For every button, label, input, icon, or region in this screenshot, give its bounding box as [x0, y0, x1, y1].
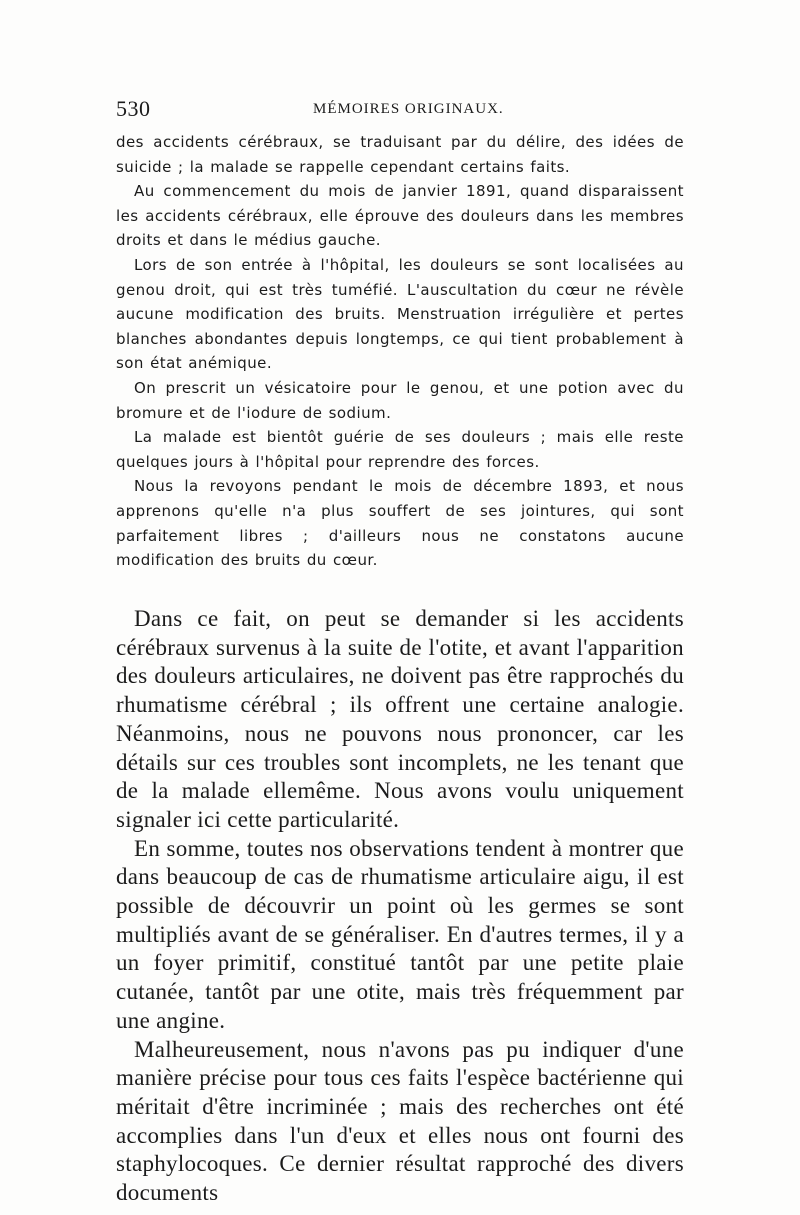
body-paragraph: Malheureusement, nous n'avons pas pu indiquer d'une manière précise pour tous ces faits l'espèce bactérienne qui méritait d'être incriminée ; mais des recherches ont été accomplies dans l'un d'eux et elles nous ont fourni des staphylocoques. Ce dernier résultat rapproché des divers documents [116, 1036, 684, 1206]
running-head: MÉMOIRES ORIGINAUX. [313, 101, 504, 117]
case-paragraph: La malade est bientôt guérie de ses douleurs ; mais elle reste quelques jours à l'hôpital pour reprendre des forces. [116, 428, 684, 471]
page-header [116, 96, 682, 120]
case-paragraph: Lors de son entrée à l'hôpital, les douleurs se sont localisées au genou droit, qui est très tuméfié. L'auscultation du cœur ne révèle aucune modification des bruits. Menstruation irrégulière et pertes blanches abondantes depuis longtemps, ce qui tient probablement à son état anémique. [116, 255, 684, 373]
case-paragraph: Nous la revoyons pendant le mois de décembre 1893, et nous apprenons qu'elle n'a plus souffert de ses jointures, qui sont parfaitement libres ; d'ailleurs nous ne constatons aucune modification des bruits du cœur. [116, 477, 684, 570]
main-body-text [116, 605, 684, 1208]
case-paragraph: Au commencement du mois de janvier 1891, quand disparaissent les accidents cérébraux, elle éprouve des douleurs dans les membres droits et dans le médius gauche. [116, 182, 684, 250]
case-report-text [116, 130, 684, 573]
page-number: 530 [116, 96, 151, 121]
case-paragraph: On prescrit un vésicatoire pour le genou, et une potion avec du bromure et de l'iodure de sodium. [116, 378, 684, 422]
body-paragraph: Dans ce fait, on peut se demander si les accidents cérébraux survenus à la suite de l'otite, et avant l'apparition des douleurs articulaires, ne doivent pas être rapprochés du rhumatisme cérébral ; ils offrent une certaine analogie. Néanmoins, nous ne pouvons nous prononcer, car les détails sur ces troubles sont incomplets, ne les tenant que de la malade ellemême. Nous avons voulu uniquement signaler ici cette particularité. [116, 606, 684, 832]
case-paragraph: des accidents cérébraux, se traduisant par du délire, des idées de suicide ; la malade se rappelle cependant certains faits. [116, 133, 684, 176]
body-paragraph: En somme, toutes nos observations tendent à montrer que dans beaucoup de cas de rhumatisme articulaire aigu, il est possible de découvrir un point où les germes se sont multipliés avant de se généraliser. En d'autres termes, il y a un foyer primitif, constitué tantôt par une petite plaie cutanée, tantôt par une otite, mais très fréquemment par une angine. [116, 835, 684, 1033]
